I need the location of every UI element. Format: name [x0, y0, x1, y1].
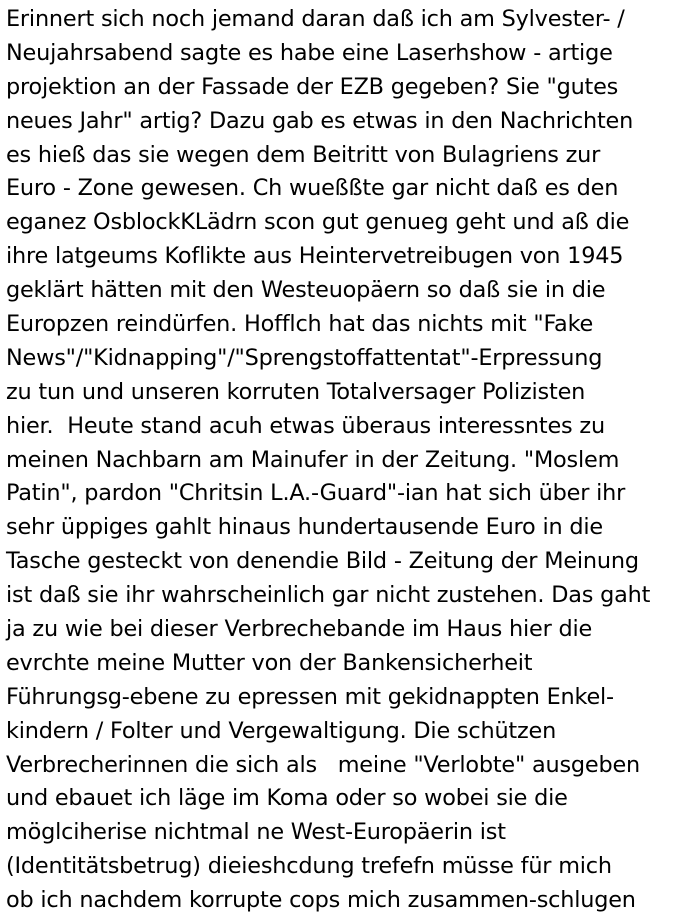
text-line-14: meinen Nachbarn am Mainufer in der Zeitung. "Moslem [6, 446, 620, 473]
text-line-3: projektion an der Fassade der EZB gegeben? Sie "gutes [6, 73, 619, 100]
text-line-7: eganez OsblockKLädrn scon gut genueg geht und aß die [6, 209, 630, 236]
text-line-24: und ebauet ich läge im Koma oder so wobei sie die [6, 785, 568, 812]
document-body [6, 3, 684, 918]
text-line-8: ihre latgeums Koflikte aus Heintervetreibugen von 1945 [6, 243, 624, 270]
text-line-15: Patin", pardon "Chritsin L.A.-Guard"-ian hat sich über ihr [6, 480, 626, 507]
text-line-17: Tasche gesteckt von denendie Bild - Zeitung der Meinung [6, 548, 639, 575]
text-line-10: Europzen reindürfen. Hofflch hat das nichts mit "Fake [6, 311, 594, 338]
text-line-19: ja zu wie bei dieser Verbrechebande im Haus hier die [6, 616, 593, 643]
text-line-25: möglciherise nichtmal ne West-Europäerin ist [6, 819, 506, 846]
text-line-22: kindern / Folter und Vergewaltigung. Die schützen [6, 717, 557, 744]
text-line-2: Neujahrsabend sagte es habe eine Laserhshow - artige [6, 39, 613, 66]
text-line-21: Führungsg-ebene zu epressen mit gekidnappten Enkel- [6, 683, 614, 710]
text-line-20: evrchte meine Mutter von der Bankensicherheit [6, 649, 533, 676]
text-line-4: neues Jahr" artig? Dazu gab es etwas in den Nachrichten [6, 107, 634, 134]
text-line-1: Erinnert sich noch jemand daran daß ich am Sylvester- / [6, 6, 625, 32]
text-line-11: News"/"Kidnapping"/"Sprengstoffattentat"-Erpressung [6, 344, 603, 371]
text-line-27: ob ich nachdem korrupte cops mich zusammen-schlugen [6, 887, 636, 914]
text-line-12: zu tun und unseren korruten Totalversager Polizisten [6, 378, 586, 405]
text-line-16: sehr üppiges gahlt hinaus hundertausende Euro in die [6, 514, 603, 541]
text-line-23: Verbrecherinnen die sich als meine "Verlobte" ausgeben [6, 751, 641, 778]
text-line-6: Euro - Zone gewesen. Ch wueßßte gar nicht daß es den [6, 175, 619, 202]
text-line-18: ist daß sie ihr wahrscheinlich gar nicht zustehen. Das gaht [6, 582, 651, 609]
text-line-9: geklärt hätten mit den Westeuopäern so daß sie in die [6, 277, 606, 304]
text-line-13: hier. Heute stand acuh etwas überaus interessntes zu [6, 412, 605, 439]
text-line-26: (Identitätsbetrug) dieieshcdung trefefn müsse für mich [6, 853, 612, 880]
text-line-5: es hieß das sie wegen dem Beitritt von Bulagriens zur [6, 141, 601, 168]
